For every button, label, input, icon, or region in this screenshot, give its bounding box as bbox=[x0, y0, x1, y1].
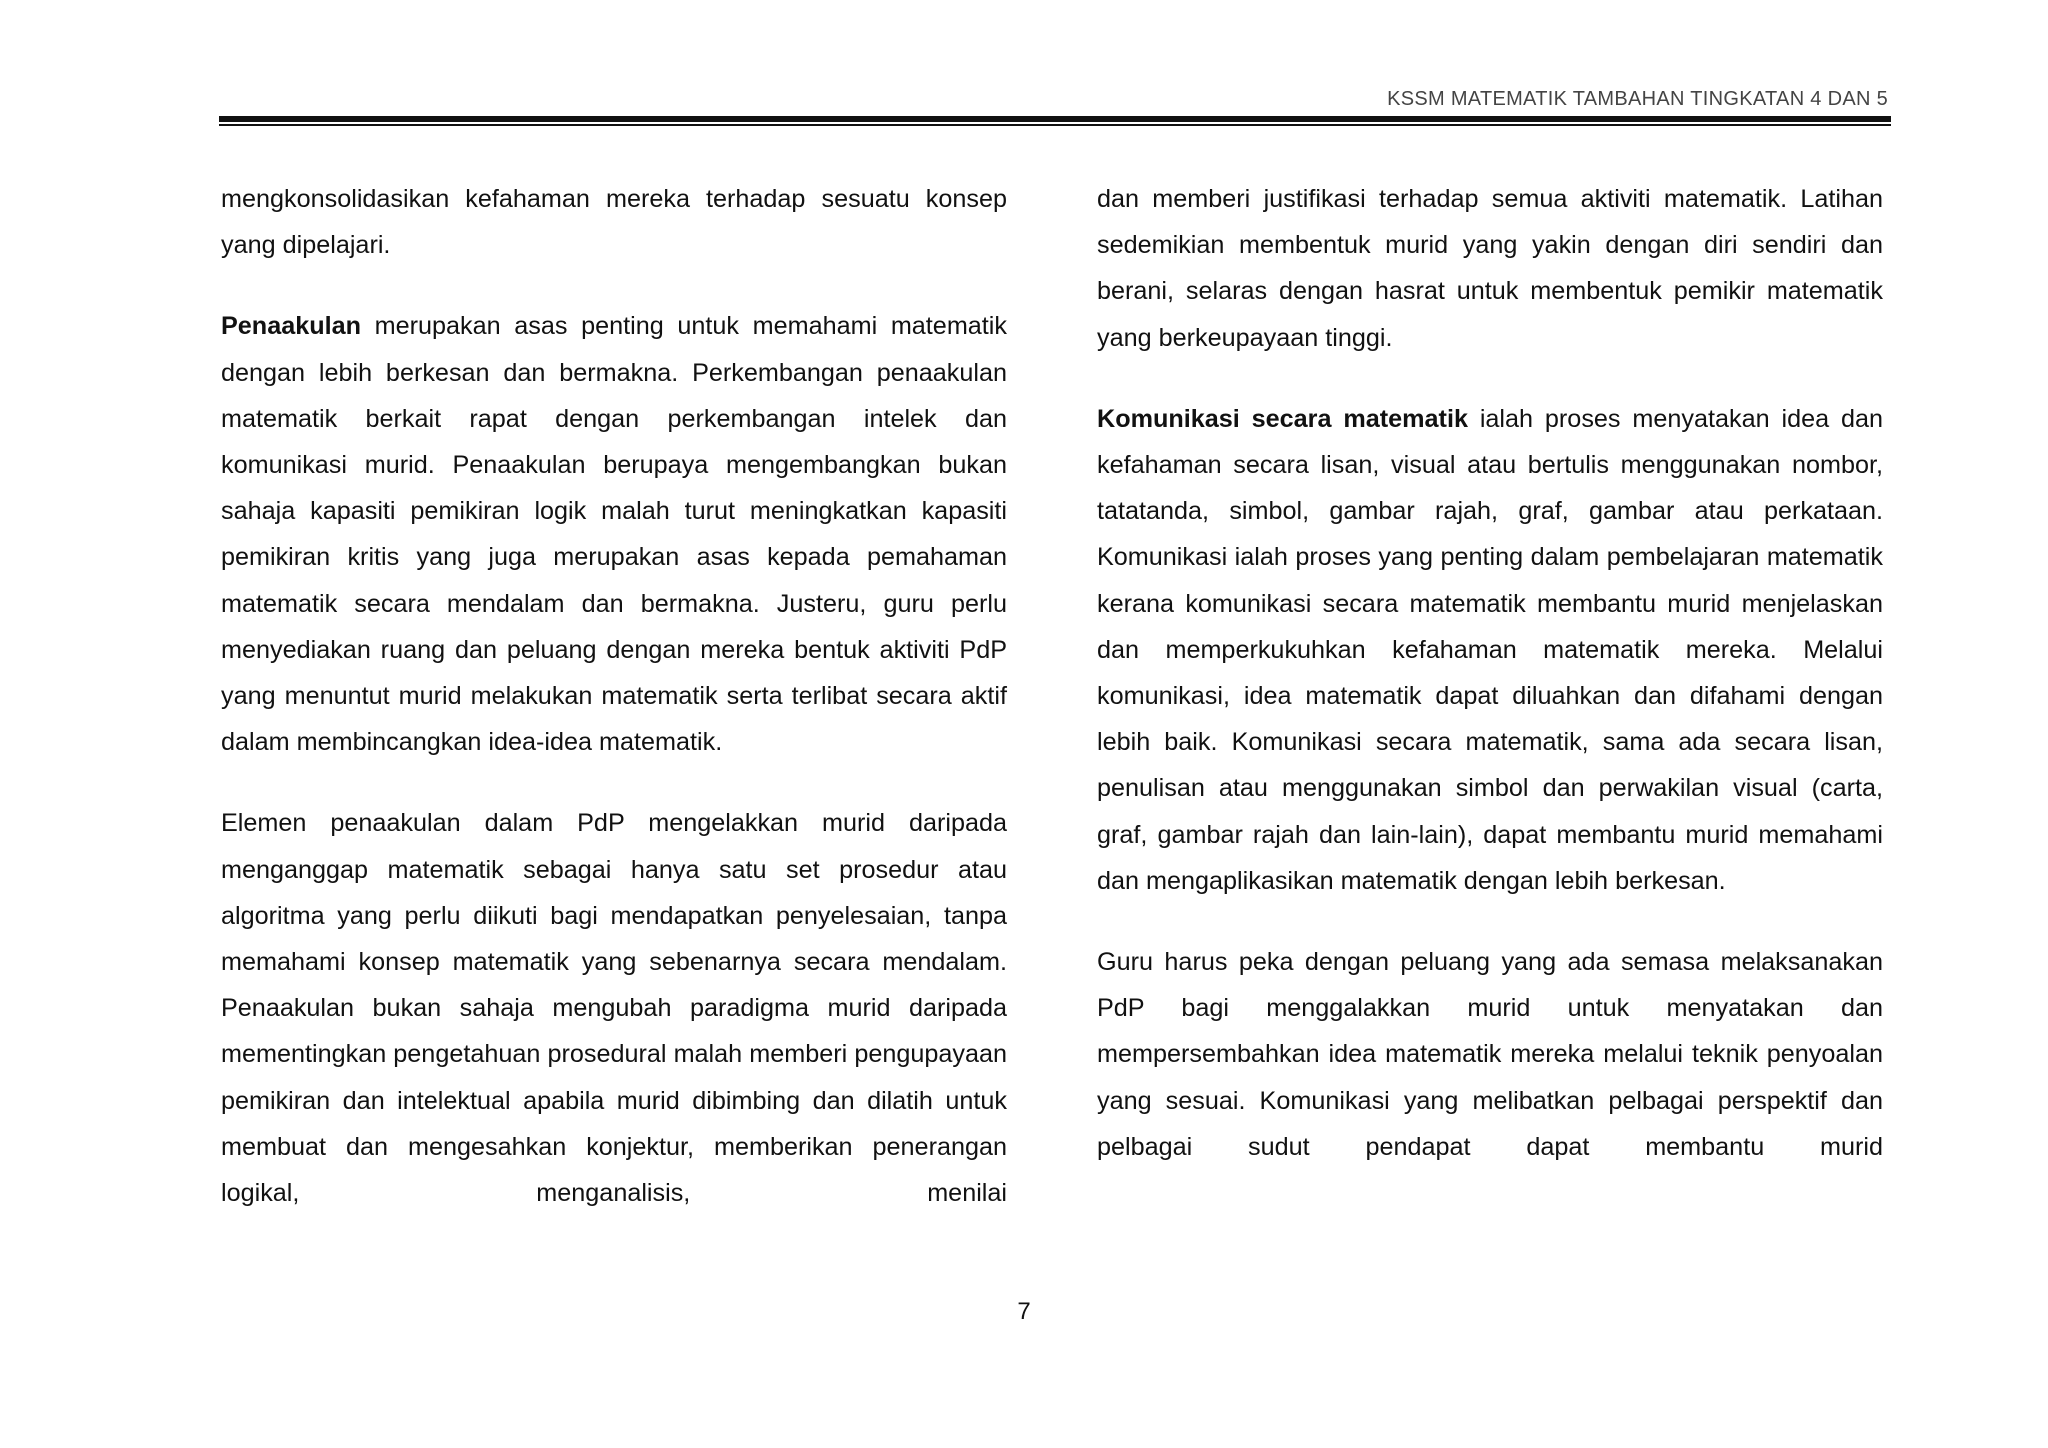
header-rule-thin bbox=[219, 124, 1891, 126]
paragraph-justifikasi: dan memberi justifikasi terhadap semua aktiviti matematik. Latihan sedemikian membentuk murid yang yakin dengan diri sendiri dan berani, selaras dengan hasrat untuk membentuk pemikir matematik yang berkeupayaan tinggi. bbox=[1097, 185, 1883, 352]
document-title: KSSM MATEMATIK TAMBAHAN TINGKATAN 4 DAN 5 bbox=[1387, 88, 1888, 110]
header-rule-thick bbox=[219, 116, 1891, 122]
paragraph-guru: Guru harus peka dengan peluang yang ada semasa melaksanakan PdP bagi menggalakkan murid untuk menyatakan dan mempersembahkan idea matematik mereka melalui teknik penyoalan yang sesuai. Komunikasi yang melibatkan pelbagai perspektif dan pelbagai sudut pendapat dapat membantu murid bbox=[1097, 948, 1883, 1161]
term-komunikasi: Komunikasi secara matematik bbox=[1097, 404, 1468, 433]
term-penaakulan: Penaakulan bbox=[221, 312, 361, 341]
page-number: 7 bbox=[1017, 1298, 1031, 1325]
paragraph-komunikasi-text: ialah proses menyatakan idea dan kefahaman secara lisan, visual atau bertulis menggunakan nombor, tatatanda, simbol, gambar rajah, graf, gambar atau perkataan. Komunikasi ialah proses yang penting dalam pembelajaran matematik kerana komunikasi secara matematik membantu murid menjelaskan dan memperkukuhkan kefahaman matematik mereka. Melalui komunikasi, idea matematik dapat diluahkan dan difahami dengan lebih baik. Komunikasi secara matematik, sama ada secara lisan, penulisan atau menggunakan simbol dan perwakilan visual (carta, graf, gambar rajah dan lain-lain), dapat membantu murid memahami dan mengaplikasikan matematik dengan lebih berkesan. bbox=[1097, 404, 1883, 895]
right-column bbox=[1097, 176, 1883, 1170]
paragraph-elemen-penaakulan: Elemen penaakulan dalam PdP mengelakkan murid daripada menganggap matematik sebagai hanya satu set prosedur atau algoritma yang perlu diikuti bagi mendapatkan penyelesaian, tanpa memahami konsep matematik yang sebenarnya secara mendalam. Penaakulan bukan sahaja mengubah paradigma murid daripada mementingkan pengetahuan prosedural malah memberi pengupayaan pemikiran dan intelektual apabila murid dibimbing dan dilatih untuk membuat dan mengesahkan konjektur, memberikan penerangan logikal, menganalisis, menilai bbox=[221, 809, 1007, 1208]
page-header bbox=[219, 88, 1891, 128]
paragraph-penaakulan-text: merupakan asas penting untuk memahami matematik dengan lebih berkesan dan bermakna. Perkembangan penaakulan matematik berkait rapat dengan perkembangan intelek dan komunikasi murid. Penaakulan berupaya mengembangkan bukan sahaja kapasiti pemikiran logik malah turut meningkatkan kapasiti pemikiran kritis yang juga merupakan asas kepada pemahaman matematik secara mendalam dan bermakna. Justeru, guru perlu menyediakan ruang dan peluang dengan mereka bentuk aktiviti PdP yang menuntut murid melakukan matematik serta terlibat secara aktif dalam membincangkan idea-idea matematik. bbox=[221, 312, 1007, 757]
left-column bbox=[221, 176, 1007, 1216]
paragraph-consolidation: mengkonsolidasikan kefahaman mereka terhadap sesuatu konsep yang dipelajari. bbox=[221, 185, 1007, 260]
paragraph-penaakulan bbox=[221, 303, 1007, 765]
paragraph-komunikasi bbox=[1097, 396, 1883, 904]
